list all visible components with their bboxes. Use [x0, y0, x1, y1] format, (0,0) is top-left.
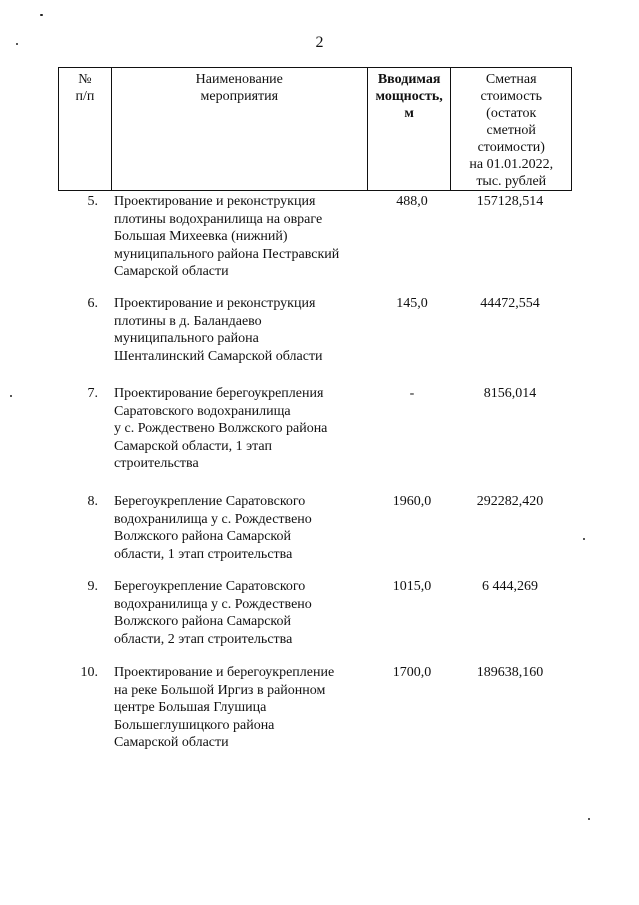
row-number: 7.: [87, 386, 98, 401]
row-cost: 8156,014: [483, 386, 537, 401]
row-number: 5.: [87, 194, 98, 209]
row-name: Проектирование берегоукрепления Саратовского водохранилища у с. Рождествено Волжского района Самарской области, 1 этап строительства: [114, 386, 328, 471]
row-name: Проектирование и реконструкция плотины водохранилища на овраге Большая Михеевка (нижний) муниципального района Пестравский Самарской области: [114, 194, 340, 279]
row-number: 6.: [87, 296, 98, 311]
header-cost: Сметная стоимость (остаток сметной стоимости) на 01.01.2022, тыс. рублей: [469, 72, 554, 189]
scan-speck: [583, 538, 585, 540]
scan-speck: [16, 43, 18, 45]
row-cost: 292282,420: [476, 494, 544, 509]
table-row: [58, 664, 572, 760]
row-power: -: [409, 386, 415, 401]
row-power: 488,0: [396, 194, 428, 209]
row-number: 10.: [80, 665, 98, 680]
header-power: Вводимая мощность, м: [368, 68, 452, 190]
table-row: [58, 578, 572, 664]
row-name: Берегоукрепление Саратовского водохранилища у с. Рождествено Волжского района Самарской области, 1 этап строительства: [114, 494, 312, 562]
table-header: [58, 67, 572, 191]
table-body: [58, 193, 572, 760]
row-name: Проектирование и берегоукрепление на реке Большой Иргиз в районном центре Большая Глушица Большеглушицкого района Самарской области: [114, 665, 335, 750]
row-power: 1960,0: [392, 494, 432, 509]
table-row: [58, 493, 572, 578]
row-power: 1700,0: [392, 665, 432, 680]
table-row: [58, 193, 572, 295]
table-row: [58, 385, 572, 493]
row-number: 9.: [87, 579, 98, 594]
scan-speck: [588, 818, 590, 820]
row-cost: 189638,160: [476, 665, 544, 680]
scan-speck: [40, 14, 43, 16]
row-cost: 44472,554: [480, 296, 540, 311]
header-number: № п/п: [59, 68, 112, 190]
row-name: Проектирование и реконструкция плотины в д. Баландаево муниципального района Шенталинский Самарской области: [114, 296, 323, 364]
page-number: 2: [315, 34, 324, 51]
row-name: Берегоукрепление Саратовского водохранилища у с. Рождествено Волжского района Самарской области, 2 этап строительства: [114, 579, 312, 647]
table-row: [58, 295, 572, 385]
row-number: 8.: [87, 494, 98, 509]
header-name: Наименование мероприятия: [112, 68, 368, 190]
scan-speck: [10, 395, 12, 397]
row-cost: 157128,514: [476, 194, 544, 209]
row-power: 145,0: [396, 296, 428, 311]
row-cost: 6 444,269: [482, 579, 538, 594]
row-power: 1015,0: [392, 579, 432, 594]
